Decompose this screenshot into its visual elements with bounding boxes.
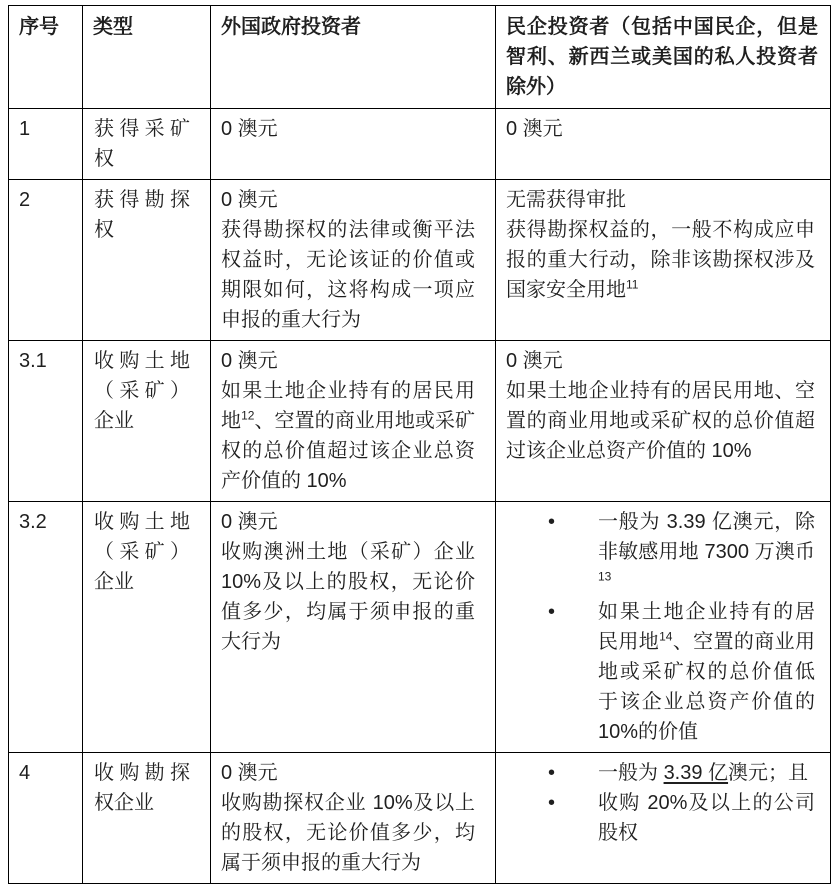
header-row	[9, 6, 831, 109]
paragraph	[19, 346, 76, 376]
bullet-icon: •	[548, 792, 556, 814]
table-row	[9, 180, 831, 341]
paragraph	[506, 185, 815, 215]
cell-seq-no	[9, 180, 83, 341]
text-run: 如果土地企业持有的居民用地、空置的商业用地或采矿权的总价值超过该企业总资产价值的 10%	[506, 380, 815, 462]
text-run: 获得勘探权益的，一般不构成应申报的重大行动，除非该勘探权涉及国家安全用地	[506, 219, 815, 301]
bullet-icon: •	[548, 511, 556, 533]
paragraph	[94, 114, 190, 174]
bullet-item	[548, 788, 815, 848]
cell-private-enterprise-investor	[496, 180, 831, 341]
text-run: 0 澳元	[221, 118, 278, 140]
paragraph	[506, 215, 815, 305]
cell-foreign-government-investor	[211, 753, 496, 884]
paragraph	[506, 346, 815, 376]
cell-private-enterprise-investor	[496, 753, 831, 884]
cell-type	[83, 341, 211, 502]
text-run: 0 澳元	[506, 118, 563, 140]
superscript-footnote-ref: 14	[659, 629, 673, 644]
column-header: 序号	[9, 6, 83, 109]
paragraph	[221, 215, 475, 335]
cell-type	[83, 109, 211, 180]
column-header: 外国政府投资者	[211, 6, 496, 109]
paragraph	[94, 185, 190, 245]
investment-thresholds-table	[8, 5, 831, 884]
table-row	[9, 502, 831, 753]
paragraph	[19, 758, 76, 788]
bullet-item	[548, 597, 815, 747]
table-head	[9, 6, 831, 109]
cell-seq-no	[9, 502, 83, 753]
bullet-text	[598, 597, 815, 747]
text-run: 无需获得审批	[506, 189, 626, 211]
text-run: 收购 20%及以上的公司股权	[598, 792, 815, 844]
text-run: 收购勘探权企业	[94, 762, 190, 814]
paragraph	[221, 507, 475, 537]
text-run: 0 澳元	[221, 511, 278, 533]
text-run: 3.1	[19, 350, 47, 372]
column-header: 类型	[83, 6, 211, 109]
text-run: 4	[19, 762, 31, 784]
text-run: 0 澳元	[221, 350, 278, 372]
paragraph	[221, 114, 475, 144]
text-run: 收购土地（采矿）企业	[94, 511, 190, 593]
text-run: 获得采矿权	[94, 118, 190, 170]
text-run: 3.2	[19, 511, 47, 533]
text-run: 、空置的商业用地或采矿权的总价值超过该企业总资产价值的 10%	[221, 410, 476, 492]
table-row	[9, 753, 831, 884]
bullet-icon: •	[548, 601, 556, 623]
bullet-item	[548, 507, 815, 597]
paragraph	[94, 507, 190, 597]
text-run: 如果土地企业持有的居民用地	[598, 601, 815, 653]
cell-foreign-government-investor	[211, 180, 496, 341]
text-run: 一般为	[598, 762, 664, 784]
cell-seq-no	[9, 753, 83, 884]
paragraph	[221, 346, 475, 376]
paragraph	[506, 114, 815, 144]
paragraph	[221, 537, 475, 657]
paragraph	[221, 788, 475, 878]
cell-seq-no	[9, 341, 83, 502]
cell-seq-no	[9, 109, 83, 180]
text-run: 、空置的商业用地或采矿权的总价值低于该企业总资产价值的 10%的价值	[598, 631, 816, 743]
text-run: 0 澳元	[221, 762, 278, 784]
cell-foreign-government-investor	[211, 502, 496, 753]
paragraph	[94, 758, 190, 818]
bullet-text	[598, 758, 815, 788]
text-run: 0 澳元	[506, 350, 563, 372]
text-run: 0 澳元	[221, 189, 278, 211]
cell-type	[83, 502, 211, 753]
bullet-text	[598, 788, 815, 848]
paragraph	[221, 376, 475, 496]
text-run: 获得勘探权	[94, 189, 190, 241]
cell-foreign-government-investor	[211, 341, 496, 502]
paragraph	[19, 185, 76, 215]
column-header: 民企投资者（包括中国民企，但是智利、新西兰或美国的私人投资者除外）	[496, 6, 831, 109]
cell-foreign-government-investor	[211, 109, 496, 180]
paragraph	[221, 758, 475, 788]
text-run: 1	[19, 118, 31, 140]
text-run: 如果土地企业持有的居民用地	[221, 380, 475, 432]
underlined-text: 3.39 亿	[663, 762, 729, 784]
cell-type	[83, 753, 211, 884]
paragraph	[221, 185, 475, 215]
paragraph	[94, 346, 190, 436]
table-row	[9, 341, 831, 502]
bullet-item	[548, 758, 815, 788]
cell-private-enterprise-investor	[496, 341, 831, 502]
superscript-footnote-ref: 13	[598, 569, 612, 584]
table-body	[9, 109, 831, 884]
superscript-footnote-ref: 12	[241, 408, 255, 423]
text-run: 澳元；且	[728, 762, 809, 784]
paragraph	[506, 376, 815, 466]
paragraph	[19, 114, 76, 144]
cell-private-enterprise-investor	[496, 109, 831, 180]
cell-type	[83, 180, 211, 341]
text-run: 一般为 3.39 亿澳元，除非敏感用地 7300 万澳币	[598, 511, 815, 563]
text-run: 2	[19, 189, 31, 211]
text-run: 获得勘探权的法律或衡平法权益时，无论该证的价值或期限如何，这将构成一项应申报的重大行为	[221, 219, 475, 331]
bullet-text	[598, 507, 815, 597]
table-row	[9, 109, 831, 180]
bullet-icon: •	[548, 762, 556, 784]
text-run: 收购土地（采矿）企业	[94, 350, 190, 432]
cell-private-enterprise-investor	[496, 502, 831, 753]
text-run: 收购澳洲土地（采矿）企业10%及以上的股权，无论价值多少，均属于须申报的重大行为	[221, 541, 475, 653]
paragraph	[19, 507, 76, 537]
text-run: 收购勘探权企业 10%及以上的股权，无论价值多少，均属于须申报的重大行为	[221, 792, 475, 874]
superscript-footnote-ref: 11	[626, 277, 639, 292]
